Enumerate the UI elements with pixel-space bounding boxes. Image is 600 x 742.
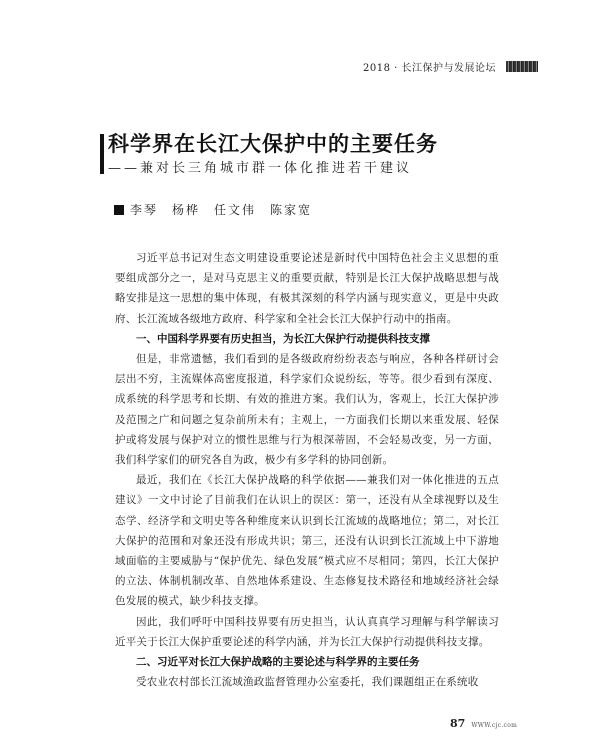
author-name: 任文伟: [214, 203, 257, 217]
author-name: 陈家宽: [270, 203, 313, 217]
body-paragraph: 因此，我们呼吁中国科技界要有历史担当，认认真真学习理解与科学解读习近平关于长江大保护重要论述的科学内涵，并为长江大保护行动提供科技支撑。: [115, 615, 499, 648]
author-marker-icon: [114, 205, 124, 215]
running-title: 2018 · 长江保护与发展论坛: [363, 63, 496, 74]
article-subtitle: ——兼对长三角城市群一体化推进若干建议: [108, 161, 413, 176]
footer-url: WWW.cjc.com: [471, 722, 518, 729]
title-block: [108, 132, 548, 177]
section-heading-1: 一、中国科学界要有历史担当，为长江大保护行动提供科技支撑: [136, 332, 430, 345]
body-paragraph: 最近，我们在《长江大保护战略的科学依据——兼我们对一体化推进的五点建议》一文中讨论了目前我们在认识上的误区：第一，还没有从全球视野以及生态学、经济学和文明史等各种维度来认识到长江流域的战略地位；第二，对长江大保护的范围和对象还没有形成共识；第三，还没有认识到长江流域上中下游地域面临的主要威胁与“保护优先、绿色发展”模式应不尽相同；第四，长江大保护的立法、体制机制改革、自然地体系建设、生态修复技术路径和地域经济社会绿色发展的模式，缺少科技支撑。: [115, 474, 499, 608]
article-title: 科学界在长江大保护中的主要任务: [108, 131, 438, 156]
running-header: [363, 59, 538, 74]
body-paragraph: 但是，非常遗憾，我们看到的是各级政府纷纷表态与响应，各种各样研讨会层出不穷，主流媒体高密度报道，科学家们众说纷纭，等等。很少看到有深度、成系统的科学思考和长期、有效的推进方案。我们认为，客观上，长江大保护涉及范围之广和问题之复杂前所未有；主观上，一方面我们长期以来重发展、轻保护或将发展与保护对立的惯性思维与行为根深蒂固，不会轻易改变，另一方面，我们科学家们的研究各自为政，极少有多学科的协同创新。: [115, 353, 499, 467]
intro-paragraph: 习近平总书记对生态文明建设重要论述是新时代中国特色社会主义思想的重要组成部分之一，是对马克思主义的重要贡献，特别是长江大保护战略思想与战略安排是这一思想的集中体现，有极其深刻的科学内涵与现实意义，更是中央政府、长江流域各级地方政府、科学家和全社会长江大保护行动中的指南。: [115, 252, 499, 325]
page-footer: [450, 717, 550, 730]
page-number: 87: [450, 717, 466, 730]
journal-logo-icon: [506, 61, 538, 72]
article-body: [115, 248, 499, 692]
author-name: 杨桦: [172, 203, 201, 217]
title-bar-decoration: [100, 134, 104, 174]
body-paragraph: 受农业农村部长江流域渔政监督管理办公室委托，我们课题组正在系统收: [136, 676, 479, 689]
author-name: 李琴: [130, 203, 159, 217]
section-heading-2: 二、习近平对长江大保护战略的主要论述与科学界的主要任务: [136, 656, 420, 669]
author-list: [114, 201, 326, 218]
